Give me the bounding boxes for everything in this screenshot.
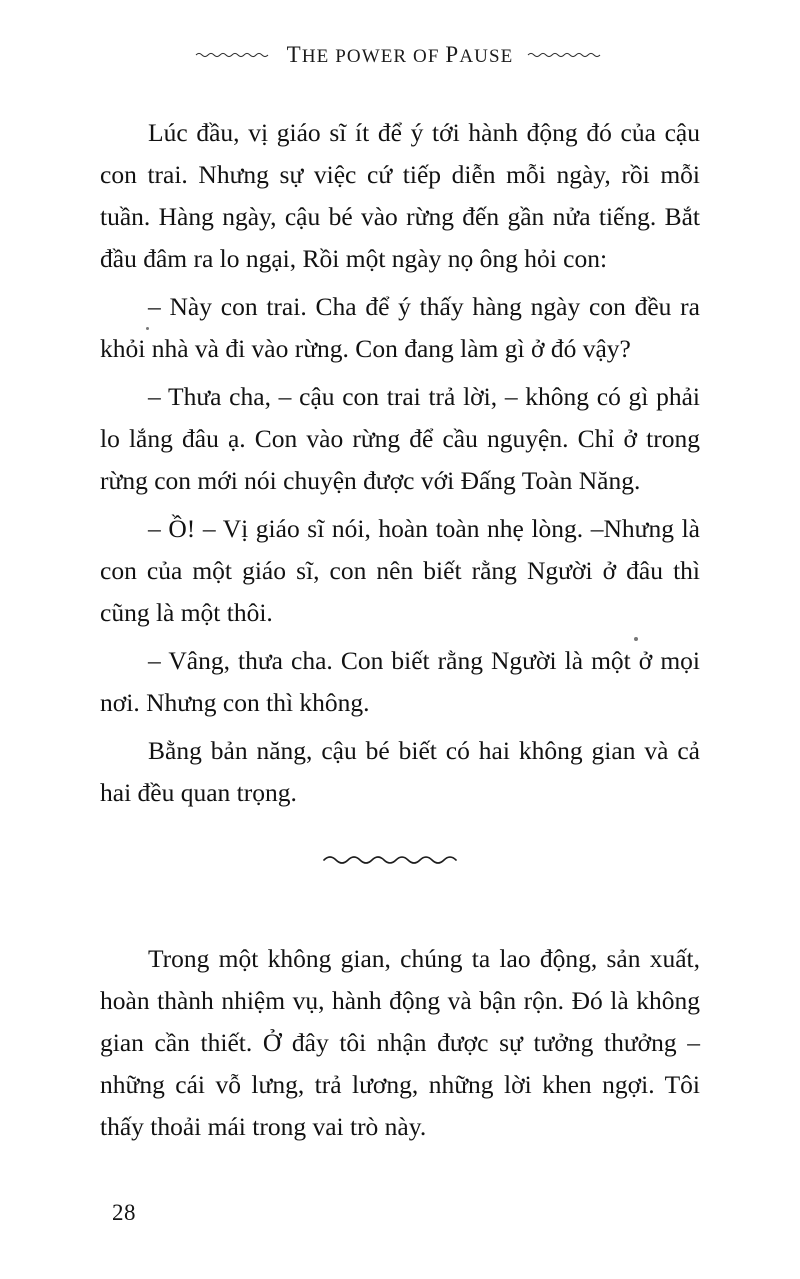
running-head — [0, 42, 800, 68]
wavy-rule-right-icon — [527, 50, 605, 60]
running-head-title: THE POWER OF PAUSE — [286, 42, 514, 67]
body-text-block-1 — [100, 112, 700, 814]
paragraph: – Này con trai. Cha để ý thấy hàng ngày con đều ra khỏi nhà và đi vào rừng. Con đang làm gì ở đó vậy? — [100, 292, 700, 363]
ink-speck — [146, 327, 149, 330]
paragraph: Bằng bản năng, cậu bé biết có hai không gian và cả hai đều quan trọng. — [100, 736, 700, 807]
wavy-rule-left-icon — [195, 50, 273, 60]
paragraph: – Ồ! – Vị giáo sĩ nói, hoàn toàn nhẹ lòng. –Nhưng là con của một giáo sĩ, con nên biết rằng Người ở đâu thì cũng là một thôi. — [100, 514, 700, 627]
paragraph: Lúc đầu, vị giáo sĩ ít để ý tới hành động đó của cậu con trai. Nhưng sự việc cứ tiếp diễn mỗi ngày, rồi mỗi tuần. Hàng ngày, cậu bé vào rừng đến gần nửa tiếng. Bắt đầu đâm ra lo ngại, Rồi một ngày nọ ông hỏi con: — [100, 118, 700, 273]
paragraph: – Vâng, thưa cha. Con biết rằng Người là một ở mọi nơi. Nhưng con thì không. — [100, 646, 700, 717]
body-text-block-2 — [100, 938, 700, 1148]
ink-speck — [634, 637, 638, 641]
page-number: 28 — [112, 1200, 136, 1225]
paragraph: – Thưa cha, – cậu con trai trả lời, – không có gì phải lo lắng đâu ạ. Con vào rừng để cầu nguyện. Chỉ ở trong rừng con mới nói chuyện được với Đấng Toàn Năng. — [100, 382, 700, 495]
section-divider — [0, 852, 800, 868]
paragraph: Trong một không gian, chúng ta lao động, sản xuất, hoàn thành nhiệm vụ, hành động và bận rộn. Đó là không gian cần thiết. Ở đây tôi nhận được sự tưởng thưởng – những cái vỗ lưng, trả lương, những lời khen ngợi. Tôi thấy thoải mái trong vai trò này. — [100, 944, 700, 1141]
